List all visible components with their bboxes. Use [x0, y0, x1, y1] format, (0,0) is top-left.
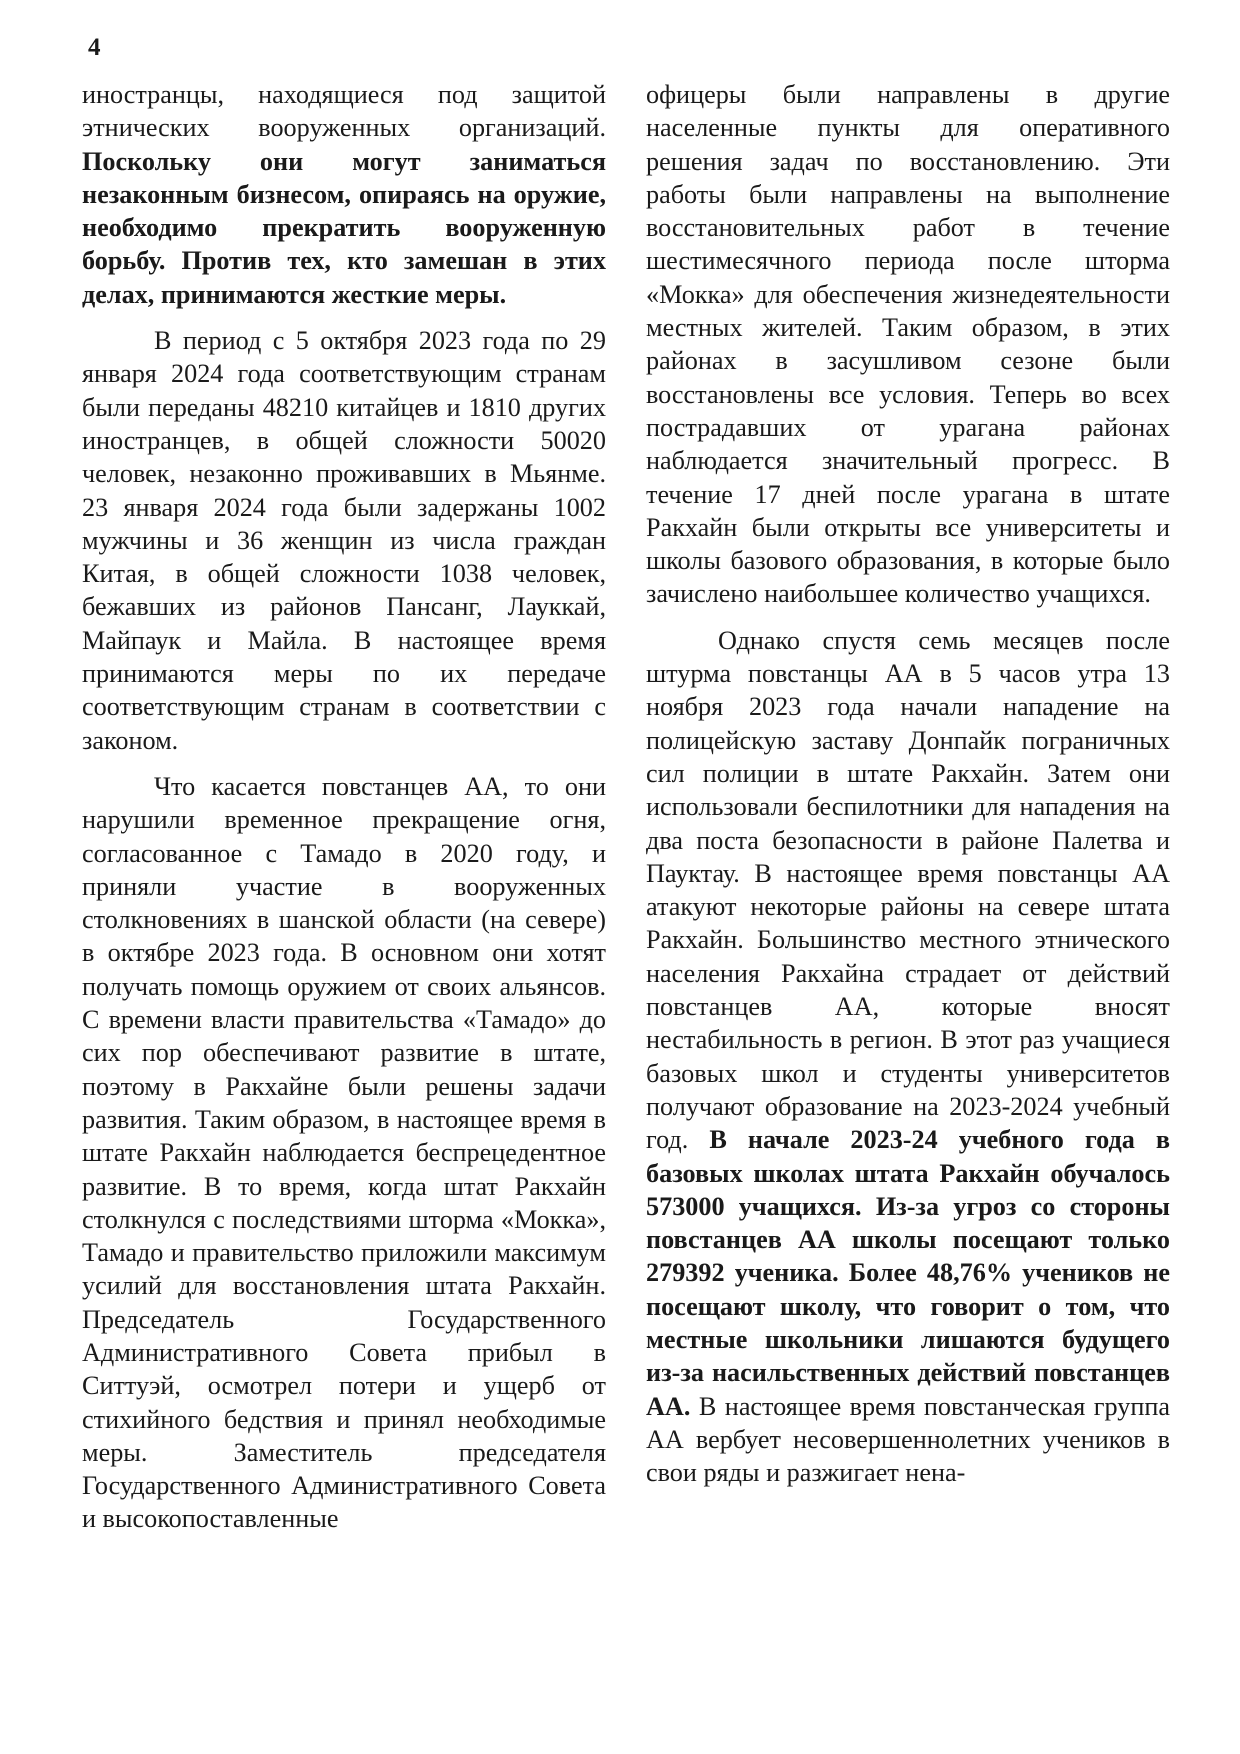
right-paragraph-1: офицеры были направлены в другие населенные пункты для оперативного решения задач по восстановлению. Эти работы были направлены на выполнение восстановительных работ в течение шестимесячного периода после шторма «Мокка» для обеспечения жизнедеятельности местных жителей. Таким образом, в этих районах в засушливом сезоне были восстановлены все условия. Теперь во всех пострадавших от урагана районах наблюдается значительный прогресс. В течение 17 дней после урагана в штате Ракхайн были открыты все университеты и школы базового образования, в которые было зачислено наибольшее количество учащихся.: [646, 80, 1170, 609]
right-paragraph-2: [646, 624, 1170, 1490]
right-column: [646, 78, 1170, 1502]
right-paragraph-2-text-end: В настоящее время повстанческая группа АА вербует несовершеннолетних учеников в свои ряды и разжигает нена-: [646, 1391, 1170, 1488]
left-paragraph-2: В период с 5 октября 2023 года по 29 января 2024 года соответствующим странам были переданы 48210 китайцев и 1810 других иностранцев, в общей сложности 50020 человек, незаконно проживавших в Мьянме. 23 января 2024 года были задержаны 1002 мужчины и 36 женщин из числа граждан Китая, в общей сложности 1038 человек, бежавших из районов Пансанг, Лауккай, Майпаук и Майла. В настоящее время принимаются меры по их передаче соответствующим странам в соответствии с законом.: [82, 326, 606, 755]
left-paragraph-1-bold: Поскольку они могут заниматься незаконным бизнесом, опираясь на оружие, необходимо прекратить вооруженную борьбу. Против тех, кто замешан в этих делах, принимаются жесткие меры.: [82, 146, 606, 309]
right-paragraph-2-text-start: Однако спустя семь месяцев после штурма повстанцы АА в 5 часов утра 13 ноября 2023 года начали нападение на полицейскую заставу Донпайк пограничных сил полиции в штате Ракхайн. Затем они использовали беспилотники для нападения на два поста безопасности в районе Палетва и Пауктау. В настоящее время повстанцы АА атакуют некоторые районы на севере штата Ракхайн. Большинство местного этнического населения Ракхайна страдает от действий повстанцев АА, которые вносят нестабильность в регион. В этот раз учащиеся базовых школ и студенты университетов получают образование на 2023-2024 учебный год.: [646, 625, 1170, 1155]
left-paragraph-3: Что касается повстанцев АА, то они нарушили временное прекращение огня, согласованное с Тамадо в 2020 году, и приняли участие в вооруженных столкновениях в шанской области (на севере) в октябре 2023 года. В основном они хотят получать помощь оружием от своих альянсов. С времени власти правительства «Тамадо» до сих пор обеспечивают развитие в штате, поэтому в Ракхайне были решены задачи развития. Таким образом, в настоящее время в штате Ракхайн наблюдается беспрецедентное развитие. В то время, когда штат Ракхайн столкнулся с последствиями шторма «Мокка», Тамадо и правительство приложили максимум усилий для восстановления штата Ракхайн. Председатель Государственного Административного Совета прибыл в Ситтуэй, осмотрел потери и ущерб от стихийного бедствия и принял необходимые меры. Заместитель председателя Государственного Административного Совета и высокопоставленные: [82, 771, 606, 1534]
left-column: [82, 78, 606, 1549]
page-number: 4: [88, 34, 101, 61]
left-paragraph-1-text: иностранцы, находящиеся под защитой этнических вооруженных организаций.: [82, 80, 606, 143]
right-paragraph-2-bold: В начале 2023-24 учебного года в базовых школах штата Ракхайн обучалось 573000 учащихся. Из-за угроз со стороны повстанцев АА школы посещают только 279392 ученика. Более 48,76% учеников не посещают школу, что говорит о том, что местные школьники лишаются будущего из-за насильственных действий повстанцев АА.: [646, 1125, 1170, 1421]
left-paragraph-1: [82, 78, 606, 311]
